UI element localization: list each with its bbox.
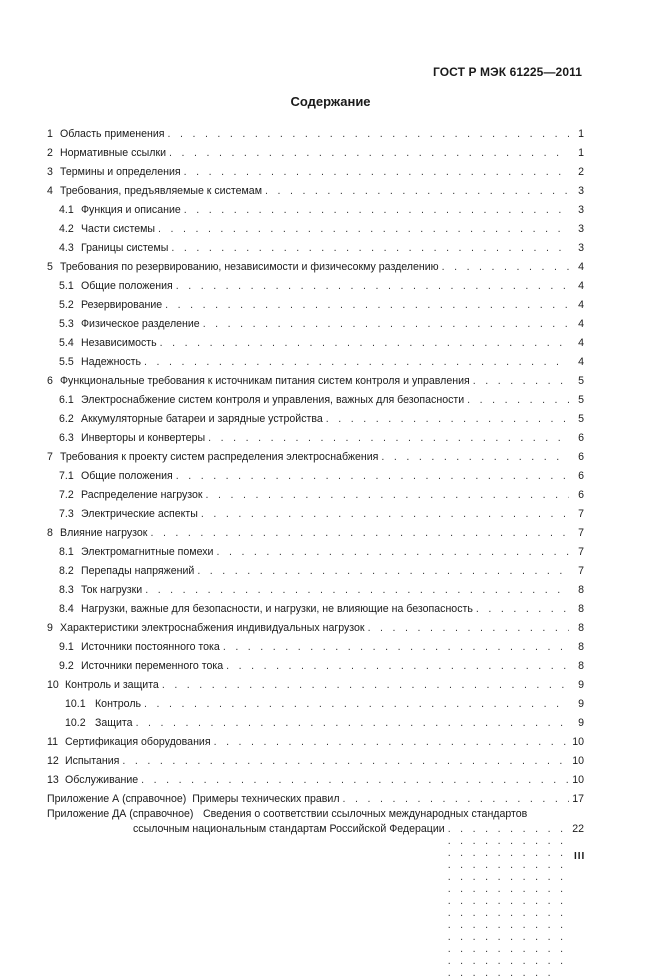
toc-entry[interactable] <box>44 293 584 312</box>
toc-entry-page: 5 <box>578 394 584 406</box>
appendix-da-label: Приложение ДА (справочное) <box>47 808 194 820</box>
toc-entry-page: 6 <box>578 432 584 444</box>
toc-entry[interactable] <box>44 217 584 236</box>
leader-dots <box>169 146 569 160</box>
toc-entry-number: 11 <box>47 736 58 748</box>
leader-dots <box>214 735 569 749</box>
toc-entry[interactable] <box>44 122 584 141</box>
toc-entry-page: 4 <box>578 318 584 330</box>
table-of-contents <box>44 122 584 840</box>
toc-entry-title: Электрические аспекты <box>81 508 198 520</box>
leader-dots <box>197 564 569 578</box>
toc-entry-title: Характеристики электроснабжения индивидуальных нагрузок <box>60 622 365 634</box>
appendix-a-title: Примеры технических правил <box>192 793 340 805</box>
appendix-da-title-line1: Сведения о соответствии ссылочных международных стандартов <box>203 808 528 820</box>
toc-entry[interactable] <box>44 388 584 407</box>
toc-entry[interactable] <box>44 711 584 730</box>
toc-entry-title: Требования по резервированию, независимости и физичесокму разделению <box>60 261 439 273</box>
toc-entry[interactable] <box>44 426 584 445</box>
toc-entry-number: 6.1 <box>59 394 74 406</box>
appendix-da-second-line <box>133 823 584 979</box>
toc-entry[interactable] <box>44 141 584 160</box>
toc-entry[interactable] <box>44 540 584 559</box>
toc-entry-page: 4 <box>578 337 584 349</box>
toc-entry[interactable] <box>44 502 584 521</box>
toc-entry-title: Независимость <box>81 337 157 349</box>
toc-entry-number: 9.2 <box>59 660 74 672</box>
leader-dots <box>265 184 569 198</box>
toc-entry-number: 9.1 <box>59 641 74 653</box>
toc-entry-number: 12 <box>47 755 59 767</box>
leader-dots <box>165 298 569 312</box>
toc-entry[interactable] <box>44 350 584 369</box>
leader-dots <box>162 678 569 692</box>
toc-entry-title: Влияние нагрузок <box>60 527 148 539</box>
toc-entry-number: 7.2 <box>59 489 74 501</box>
toc-entry-title: Распределение нагрузок <box>81 489 203 501</box>
toc-entry[interactable] <box>44 749 584 768</box>
toc-entry-page: 3 <box>578 204 584 216</box>
leader-dots <box>368 621 569 635</box>
leader-dots <box>467 393 569 407</box>
toc-entry[interactable] <box>44 236 584 255</box>
leader-dots <box>343 792 569 806</box>
leader-dots <box>476 602 569 616</box>
leader-dots <box>223 640 569 654</box>
toc-entry[interactable] <box>44 635 584 654</box>
toc-entry[interactable] <box>44 445 584 464</box>
toc-entry-page: 9 <box>578 717 584 729</box>
toc-entry-page: 4 <box>578 356 584 368</box>
toc-entry-title: Общие положения <box>81 470 173 482</box>
toc-entry-title: Аккумуляторные батареи и зарядные устройства <box>81 413 323 425</box>
leader-dots <box>326 412 569 426</box>
toc-entry-page: 7 <box>578 527 584 539</box>
toc-entry-number: 8.2 <box>59 565 74 577</box>
toc-entry-number: 8 <box>47 527 53 539</box>
leader-dots <box>144 697 569 711</box>
toc-entry[interactable] <box>44 730 584 749</box>
toc-entry-page: 7 <box>578 546 584 558</box>
toc-entry-title: Границы системы <box>81 242 169 254</box>
toc-entry-number: 4.3 <box>59 242 74 254</box>
toc-entry[interactable] <box>44 521 584 540</box>
leader-dots <box>473 374 569 388</box>
leader-dots <box>176 469 569 483</box>
toc-entry-number: 2 <box>47 147 53 159</box>
leader-dots <box>122 754 569 768</box>
leader-dots <box>208 431 569 445</box>
standard-designation: ГОСТ Р МЭК 61225—2011 <box>432 65 582 79</box>
toc-entry[interactable] <box>44 768 584 787</box>
toc-entry-page: 4 <box>578 261 584 273</box>
toc-entry-page: 3 <box>578 185 584 197</box>
toc-entry-page: 3 <box>578 242 584 254</box>
leader-dots <box>448 823 569 979</box>
toc-entry-title: Нагрузки, важные для безопасности, и нагрузки, не влияющие на безопасность <box>81 603 473 615</box>
toc-entry-page: 3 <box>578 223 584 235</box>
page-number: III <box>574 851 586 862</box>
toc-entry-title: Источники постоянного тока <box>81 641 220 653</box>
toc-entry-page: 10 <box>572 774 584 786</box>
toc-entry-number: 5.1 <box>59 280 74 292</box>
toc-entry-title: Общие положения <box>81 280 173 292</box>
appendix-a-page: 17 <box>572 793 584 805</box>
toc-entry-title: Источники переменного тока <box>81 660 224 672</box>
toc-entry-page: 5 <box>578 413 584 425</box>
leader-dots <box>201 507 569 521</box>
toc-entry-page: 7 <box>578 565 584 577</box>
toc-entry[interactable] <box>44 274 584 293</box>
toc-entry[interactable] <box>44 578 584 597</box>
toc-entry[interactable] <box>44 369 584 388</box>
toc-entry-title: Резервирование <box>81 299 163 311</box>
toc-entry-number: 4.1 <box>59 204 74 216</box>
appendix-da-title-line2: ссылочным национальным стандартам Российской Федерации <box>133 823 445 835</box>
toc-entry-number: 4.2 <box>59 223 74 235</box>
toc-entry-page: 4 <box>578 280 584 292</box>
toc-entry-title: Части системы <box>81 223 155 235</box>
toc-entry[interactable] <box>44 255 584 274</box>
toc-entry-title: Область применения <box>60 128 165 140</box>
toc-entry-number: 5.4 <box>59 337 74 349</box>
toc-entry-number: 5 <box>47 261 53 273</box>
toc-entry-number: 1 <box>47 128 53 140</box>
toc-entry-title: Нормативные ссылки <box>60 147 167 159</box>
toc-entry-number: 5.3 <box>59 318 74 330</box>
toc-entry-title: Защита <box>95 717 133 729</box>
leader-dots <box>171 241 569 255</box>
toc-entry-page: 8 <box>578 603 584 615</box>
toc-entry-number: 10 <box>47 679 59 691</box>
toc-entry-title: Требования, предъявляемые к системам <box>60 185 262 197</box>
toc-appendix-da[interactable] <box>44 808 584 840</box>
toc-entry-page: 8 <box>578 660 584 672</box>
toc-entry[interactable] <box>44 331 584 350</box>
leader-dots <box>176 279 569 293</box>
leader-dots <box>136 716 569 730</box>
toc-entry-number: 10.1 <box>65 698 86 710</box>
page-title: Содержание <box>290 94 371 109</box>
toc-entry-title: Надежность <box>81 356 141 368</box>
toc-entry-title: Перепады напряжений <box>81 565 195 577</box>
toc-entry-page: 10 <box>572 755 584 767</box>
appendix-da-page: 22 <box>572 823 584 835</box>
leader-dots <box>158 222 569 236</box>
toc-entry-number: 10.2 <box>65 717 86 729</box>
toc-entry[interactable] <box>44 407 584 426</box>
toc-entry-page: 6 <box>578 470 584 482</box>
toc-entry-page: 1 <box>578 128 584 140</box>
toc-entry-title: Инверторы и конвертеры <box>81 432 206 444</box>
toc-entry[interactable] <box>44 559 584 578</box>
toc-entry-page: 6 <box>578 451 584 463</box>
toc-entry-page: 9 <box>578 698 584 710</box>
leader-dots <box>150 526 569 540</box>
toc-entry[interactable] <box>44 179 584 198</box>
toc-entry[interactable] <box>44 654 584 673</box>
leader-dots <box>206 488 569 502</box>
leader-dots <box>184 165 569 179</box>
toc-entry-number: 9 <box>47 622 53 634</box>
toc-entry-page: 5 <box>578 375 584 387</box>
leader-dots <box>160 336 569 350</box>
leader-dots <box>167 127 569 141</box>
leader-dots <box>442 260 569 274</box>
toc-entry[interactable] <box>44 616 584 635</box>
toc-entry-number: 6.2 <box>59 413 74 425</box>
leader-dots <box>381 450 569 464</box>
toc-entry-number: 3 <box>47 166 53 178</box>
toc-entry[interactable] <box>44 312 584 331</box>
toc-entry-number: 13 <box>47 774 59 786</box>
toc-entry-title: Обслуживание <box>65 774 139 786</box>
toc-entry-number: 8.1 <box>59 546 74 558</box>
toc-entry-number: 6 <box>47 375 53 387</box>
leader-dots <box>226 659 569 673</box>
toc-entry-number: 5.5 <box>59 356 74 368</box>
toc-entry-page: 6 <box>578 489 584 501</box>
toc-entry-page: 8 <box>578 584 584 596</box>
toc-appendix-a[interactable] <box>44 787 584 806</box>
toc-entry[interactable] <box>44 464 584 483</box>
toc-entry[interactable] <box>44 483 584 502</box>
toc-entry-page: 10 <box>572 736 584 748</box>
toc-entry-number: 6.3 <box>59 432 74 444</box>
leader-dots <box>184 203 569 217</box>
toc-entry-number: 7.1 <box>59 470 74 482</box>
toc-entry-title: Функциональные требования к источникам питания систем контроля и управления <box>60 375 470 387</box>
toc-entry-title: Сертификация оборудования <box>65 736 211 748</box>
toc-entry-number: 8.4 <box>59 603 74 615</box>
toc-entry-number: 4 <box>47 185 53 197</box>
toc-entry-number: 7.3 <box>59 508 74 520</box>
toc-entry-page: 4 <box>578 299 584 311</box>
toc-entry-page: 8 <box>578 622 584 634</box>
toc-entry[interactable] <box>44 198 584 217</box>
leader-dots <box>203 317 569 331</box>
toc-entry-page: 2 <box>578 166 584 178</box>
toc-entry-title: Термины и определения <box>60 166 181 178</box>
toc-entry[interactable] <box>44 673 584 692</box>
toc-entry[interactable] <box>44 597 584 616</box>
toc-entry-title: Требования к проекту систем распределения электроснабжения <box>60 451 379 463</box>
toc-entry-page: 9 <box>578 679 584 691</box>
toc-entry-title: Ток нагрузки <box>81 584 143 596</box>
toc-entry-title: Электромагнитные помехи <box>81 546 214 558</box>
toc-entry-title: Физическое разделение <box>81 318 200 330</box>
leader-dots <box>216 545 569 559</box>
toc-entry-page: 1 <box>578 147 584 159</box>
toc-entry-number: 8.3 <box>59 584 74 596</box>
toc-entry-number: 5.2 <box>59 299 74 311</box>
leader-dots <box>141 773 569 787</box>
toc-rows <box>44 122 584 787</box>
appendix-a-label: Приложение А (справочное) <box>47 793 187 805</box>
leader-dots <box>145 583 569 597</box>
toc-entry[interactable] <box>44 160 584 179</box>
toc-entry[interactable] <box>44 692 584 711</box>
leader-dots <box>144 355 569 369</box>
toc-entry-title: Испытания <box>65 755 120 767</box>
toc-entry-number: 7 <box>47 451 53 463</box>
toc-entry-title: Электроснабжение систем контроля и управления, важных для безопасности <box>81 394 465 406</box>
toc-entry-title: Функция и описание <box>81 204 181 216</box>
toc-entry-title: Контроль <box>95 698 142 710</box>
toc-entry-title: Контроль и защита <box>65 679 159 691</box>
toc-entry-page: 7 <box>578 508 584 520</box>
toc-entry-page: 8 <box>578 641 584 653</box>
